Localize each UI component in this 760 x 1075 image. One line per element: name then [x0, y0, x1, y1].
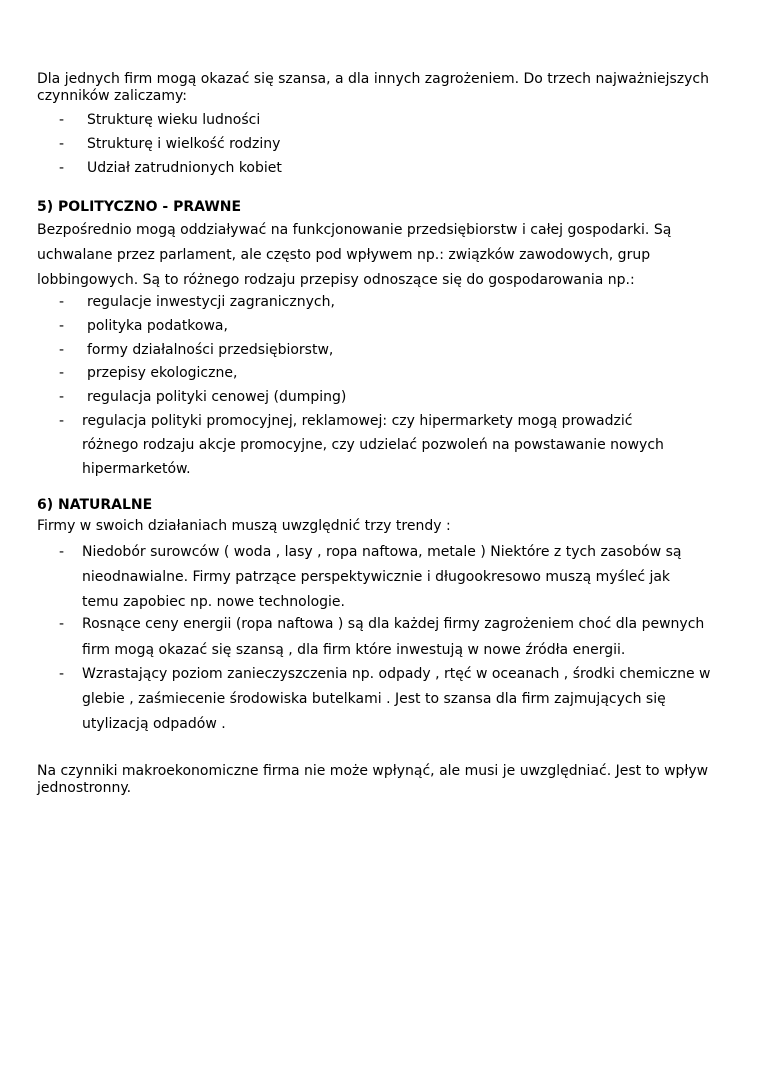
section-5-heading: 5) POLITYCZNO - PRAWNE — [37, 199, 242, 215]
section-5-paragraph-line: lobbingowych. Są to różnego rodzaju przepisy odnoszące się do gospodarowania np.: — [37, 272, 635, 288]
list-dash: - — [59, 544, 65, 560]
section-6-intro: Firmy w swoich działaniach muszą uwzględnić trzy trendy : — [37, 518, 451, 534]
list-dash: - — [59, 160, 65, 176]
list-dash: - — [59, 342, 65, 358]
list-dash: - — [59, 136, 65, 152]
list-item-text: Udział zatrudnionych kobiet — [87, 160, 282, 176]
list-dash: - — [59, 616, 65, 632]
list-dash: - — [59, 318, 65, 334]
list-item-text: regulacje inwestycji zagranicznych, — [87, 294, 335, 310]
list-item-text: Strukturę i wielkość rodziny — [87, 136, 281, 152]
list-dash: - — [59, 389, 65, 405]
list-item-text: regulacja polityki cenowej (dumping) — [87, 389, 347, 405]
intro-paragraph: Dla jednych firm mogą okazać się szansa, a dla innych zagrożeniem. Do trzech najważniejszych czynników zaliczamy: — [37, 71, 709, 104]
list-item-text: temu zapobiec np. nowe technologie. — [82, 594, 345, 610]
list-dash: - — [59, 666, 65, 682]
list-item-text: formy działalności przedsiębiorstw, — [87, 342, 334, 358]
list-item-text: Strukturę wieku ludności — [87, 112, 261, 128]
list-item-text: przepisy ekologiczne, — [87, 365, 238, 381]
list-item-text: Rosnące ceny energii (ropa naftowa ) są dla każdej firmy zagrożeniem choć dla pewnych — [82, 616, 705, 632]
list-dash: - — [59, 413, 65, 429]
list-item-text: utylizacją odpadów . — [82, 716, 226, 732]
list-item-text: Wzrastający poziom zanieczyszczenia np. odpady , rtęć w oceanach , środki chemiczne w — [82, 666, 711, 682]
list-item-text: hipermarketów. — [82, 461, 191, 477]
list-dash: - — [59, 365, 65, 381]
section-5-paragraph-line: Bezpośrednio mogą oddziaływać na funkcjonowanie przedsiębiorstw i całej gospodarki. Są — [37, 222, 672, 238]
list-item-text: różnego rodzaju akcje promocyjne, czy udzielać pozwoleń na powstawanie nowych — [82, 437, 664, 453]
conclusion-paragraph: Na czynniki makroekonomiczne firma nie może wpłynąć, ale musi je uwzględniać. Jest to wpływ jednostronny. — [37, 763, 709, 796]
section-5-paragraph-line: uchwalane przez parlament, ale często pod wpływem np.: związków zawodowych, grup — [37, 247, 651, 263]
list-dash: - — [59, 112, 65, 128]
section-6-heading: 6) NATURALNE — [37, 497, 153, 513]
list-item-text: nieodnawialne. Firmy patrzące perspektywicznie i długookresowo muszą myśleć jak — [82, 569, 671, 585]
list-item-text: firm mogą okazać się szansą , dla firm które inwestują w nowe źródła energii. — [82, 642, 626, 658]
list-item-text: polityka podatkowa, — [87, 318, 228, 334]
list-item-text: glebie , zaśmiecenie środowiska butelkami . Jest to szansa dla firm zajmujących się — [82, 691, 666, 707]
list-dash: - — [59, 294, 65, 310]
list-item-text: regulacja polityki promocyjnej, reklamowej: czy hipermarkety mogą prowadzić — [82, 413, 633, 429]
list-item-text: Niedobór surowców ( woda , lasy , ropa naftowa, metale ) Niektóre z tych zasobów są — [82, 544, 682, 560]
